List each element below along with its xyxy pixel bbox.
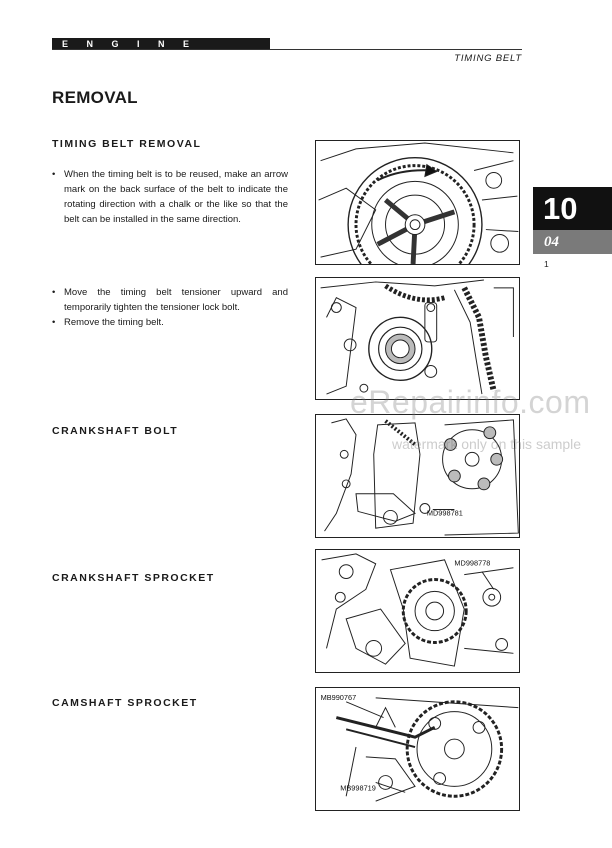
timing-belt-illustration bbox=[316, 141, 519, 264]
tool-callout-md998778: MD998778 bbox=[454, 558, 491, 568]
bullet-item: • When the timing belt is to be reused, make an arrow mark on the back surface of the belt to indicate the rotating direction with a chalk or the like so that the belt can be installed in the same direction. bbox=[52, 169, 288, 225]
watermark-note: watermark only on this sample bbox=[392, 436, 582, 452]
step-title-crankshaft-bolt: CRANKSHAFT BOLT bbox=[52, 425, 179, 437]
chapter-sub-tab: 04 bbox=[533, 230, 612, 254]
section-bar: ENGINE bbox=[52, 38, 270, 50]
figure-camshaft-sprocket bbox=[315, 687, 520, 811]
header-rule bbox=[52, 49, 522, 50]
figure-crankshaft-sprocket bbox=[315, 549, 520, 673]
figure-crankshaft-bolt bbox=[315, 414, 520, 538]
chapter-number-tab: 10 bbox=[533, 187, 612, 230]
bullet-item: • Move the timing belt tensioner upward and temporarily tighten the tensioner lock bolt. bbox=[52, 287, 288, 313]
section-tag: TIMING BELT bbox=[454, 53, 522, 64]
page-number: 1 bbox=[544, 259, 549, 269]
bullet-item: • Remove the timing belt. bbox=[52, 317, 164, 328]
figure-tensioner bbox=[315, 277, 520, 400]
step-title-camshaft-sprocket: CAMSHAFT SPROCKET bbox=[52, 697, 198, 709]
page-heading: REMOVAL bbox=[52, 88, 138, 107]
tool-callout-mb990767: MB990767 bbox=[320, 692, 357, 702]
step-title-timing-belt-removal: TIMING BELT REMOVAL bbox=[52, 138, 202, 150]
tool-callout-mb998719: MB998719 bbox=[340, 783, 376, 793]
step-2-bullets bbox=[52, 285, 288, 330]
figure-timing-belt-arrow bbox=[315, 140, 520, 265]
watermark-site: eRepairinfo.com bbox=[350, 384, 591, 420]
step-1-bullets bbox=[52, 167, 288, 227]
tool-callout-md998781: MD998781 bbox=[426, 508, 463, 518]
step-title-crankshaft-sprocket: CRANKSHAFT SPROCKET bbox=[52, 572, 215, 584]
